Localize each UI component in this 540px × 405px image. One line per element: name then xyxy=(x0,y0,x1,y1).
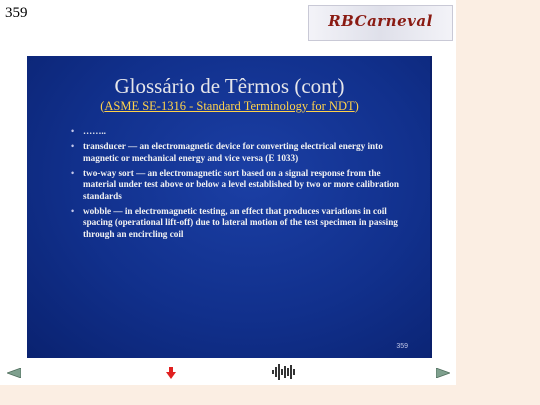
subtitle-close-paren: ) xyxy=(354,99,359,113)
bullet-item xyxy=(71,141,411,164)
bullet-item xyxy=(71,168,411,203)
bullet-icon: • xyxy=(71,205,75,216)
logo-text: RBCarneval xyxy=(328,12,433,30)
right-arrow-icon xyxy=(436,368,450,378)
bullet-icon: • xyxy=(71,141,75,151)
next-slide-button[interactable] xyxy=(436,365,450,375)
slide xyxy=(27,56,432,358)
left-arrow-icon xyxy=(7,368,21,378)
bullet-text: …….. xyxy=(83,126,106,136)
audio-waveform-icon xyxy=(272,364,298,380)
slide-number: 359 xyxy=(396,343,408,350)
bullet-item xyxy=(71,126,411,138)
standard-terminology-link[interactable]: ASME SE-1316 - Standard Terminology for NDT xyxy=(104,99,355,113)
slide-subtitle xyxy=(27,99,432,114)
bullet-icon: • xyxy=(71,167,75,178)
down-arrow-icon xyxy=(166,367,176,379)
logo xyxy=(308,5,453,41)
bullet-text: transducer — an electromagnetic device for converting electrical energy into magnetic or mechanical energy and vice versa (E 1033) xyxy=(83,141,383,163)
down-button[interactable] xyxy=(166,366,176,384)
bullet-icon: • xyxy=(71,126,75,136)
audio-button[interactable] xyxy=(272,364,298,385)
bullet-item xyxy=(71,206,411,241)
bullet-text: wobble — in electromagnetic testing, an effect that produces variations in coil spacing (operational lift-off) due to lateral motion of the test specimen in passing through an encircling coil xyxy=(83,205,398,239)
slide-title: Glossário de Têrmos (cont) xyxy=(114,74,345,98)
bullet-list xyxy=(71,126,411,244)
subtitle-open-paren: ( xyxy=(100,99,105,113)
bullet-text: two-way sort — an electromagnetic sort based on a signal response from the material under test above or below a level established by two or more calibration standards xyxy=(83,167,400,201)
page-number: 359 xyxy=(5,5,28,21)
prev-slide-button[interactable] xyxy=(7,365,21,375)
